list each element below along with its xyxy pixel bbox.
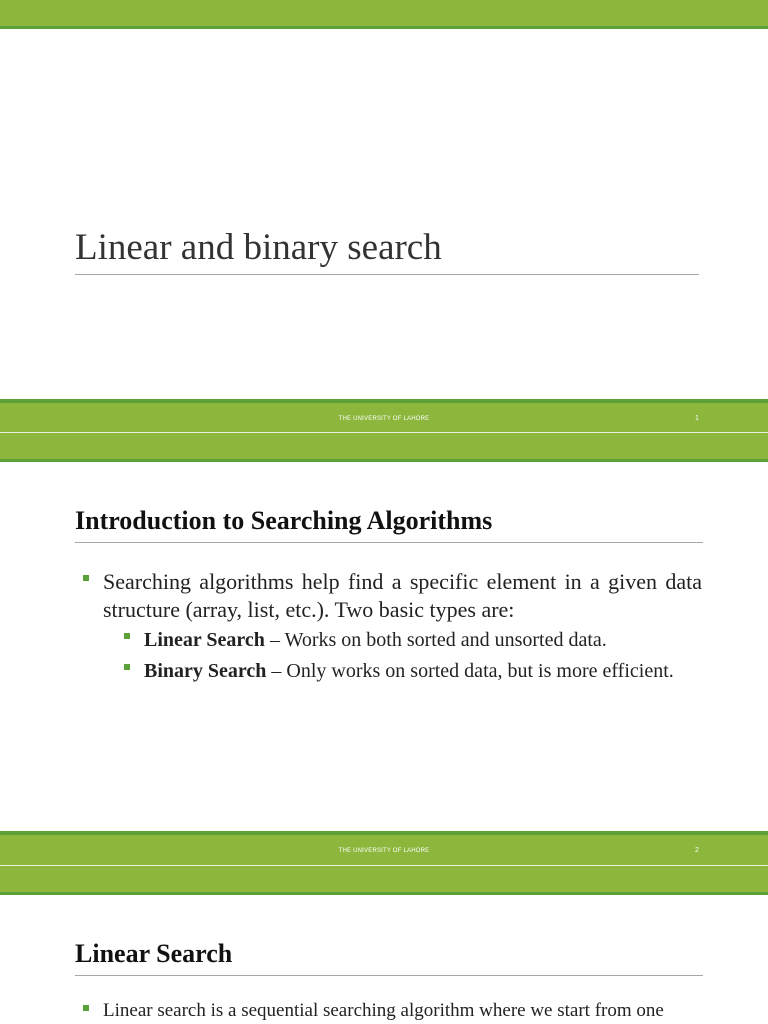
- slide-3-bullet-list: [80, 998, 702, 1024]
- slide-3-bullet: [80, 998, 702, 1024]
- square-bullet-icon: [83, 1005, 89, 1011]
- slide-2-heading: Introduction to Searching Algorithms: [75, 506, 493, 535]
- slide-2-bullet-text: Searching algorithms help find a specific element in a given data structure (array, list, etc.). Two basic types are:: [103, 569, 702, 622]
- slide-2-heading-rule: [75, 542, 703, 543]
- sub-bullet-text: – Works on both sorted and unsorted data.: [264, 629, 607, 651]
- slide-3-bullet-text: Linear search is a sequential searching algorithm where we start from one: [103, 1000, 664, 1021]
- slide-1-page-number: 1: [695, 415, 699, 422]
- slide-1-footer-band: [0, 399, 768, 433]
- sub-bullet-term: Binary Search: [144, 660, 267, 682]
- slide-2-bullet: [80, 568, 702, 685]
- slide-1-title: Linear and binary search: [75, 227, 442, 268]
- slide-1-title-rule: [75, 274, 699, 275]
- slide-1-top-band: [0, 0, 768, 29]
- slide-2-footer-institution: THE UNIVERSITY OF LAHORE: [338, 848, 430, 854]
- slide-2-page-number: 2: [695, 847, 699, 854]
- slide-2-top-band: [0, 433, 768, 462]
- slide-3-heading: Linear Search: [75, 939, 233, 968]
- slide-3-heading-rule: [75, 975, 703, 976]
- sub-bullet-text: – Only works on sorted data, but is more efficient.: [266, 660, 674, 682]
- slide-2-footer-band: [0, 831, 768, 866]
- slide-2-sub-bullet-list: [103, 626, 702, 685]
- slide-2-bullet-list: [80, 568, 702, 688]
- square-bullet-icon: [124, 664, 130, 670]
- square-bullet-icon: [83, 575, 89, 581]
- slide-2-sub-bullet-linear: [103, 626, 702, 654]
- slide-1-footer-institution: THE UNIVERSITY OF LAHORE: [338, 416, 430, 422]
- sub-bullet-term: Linear Search: [144, 629, 265, 651]
- slide-3-top-band: [0, 866, 768, 895]
- slide-2-sub-bullet-binary: [103, 657, 702, 685]
- square-bullet-icon: [124, 633, 130, 639]
